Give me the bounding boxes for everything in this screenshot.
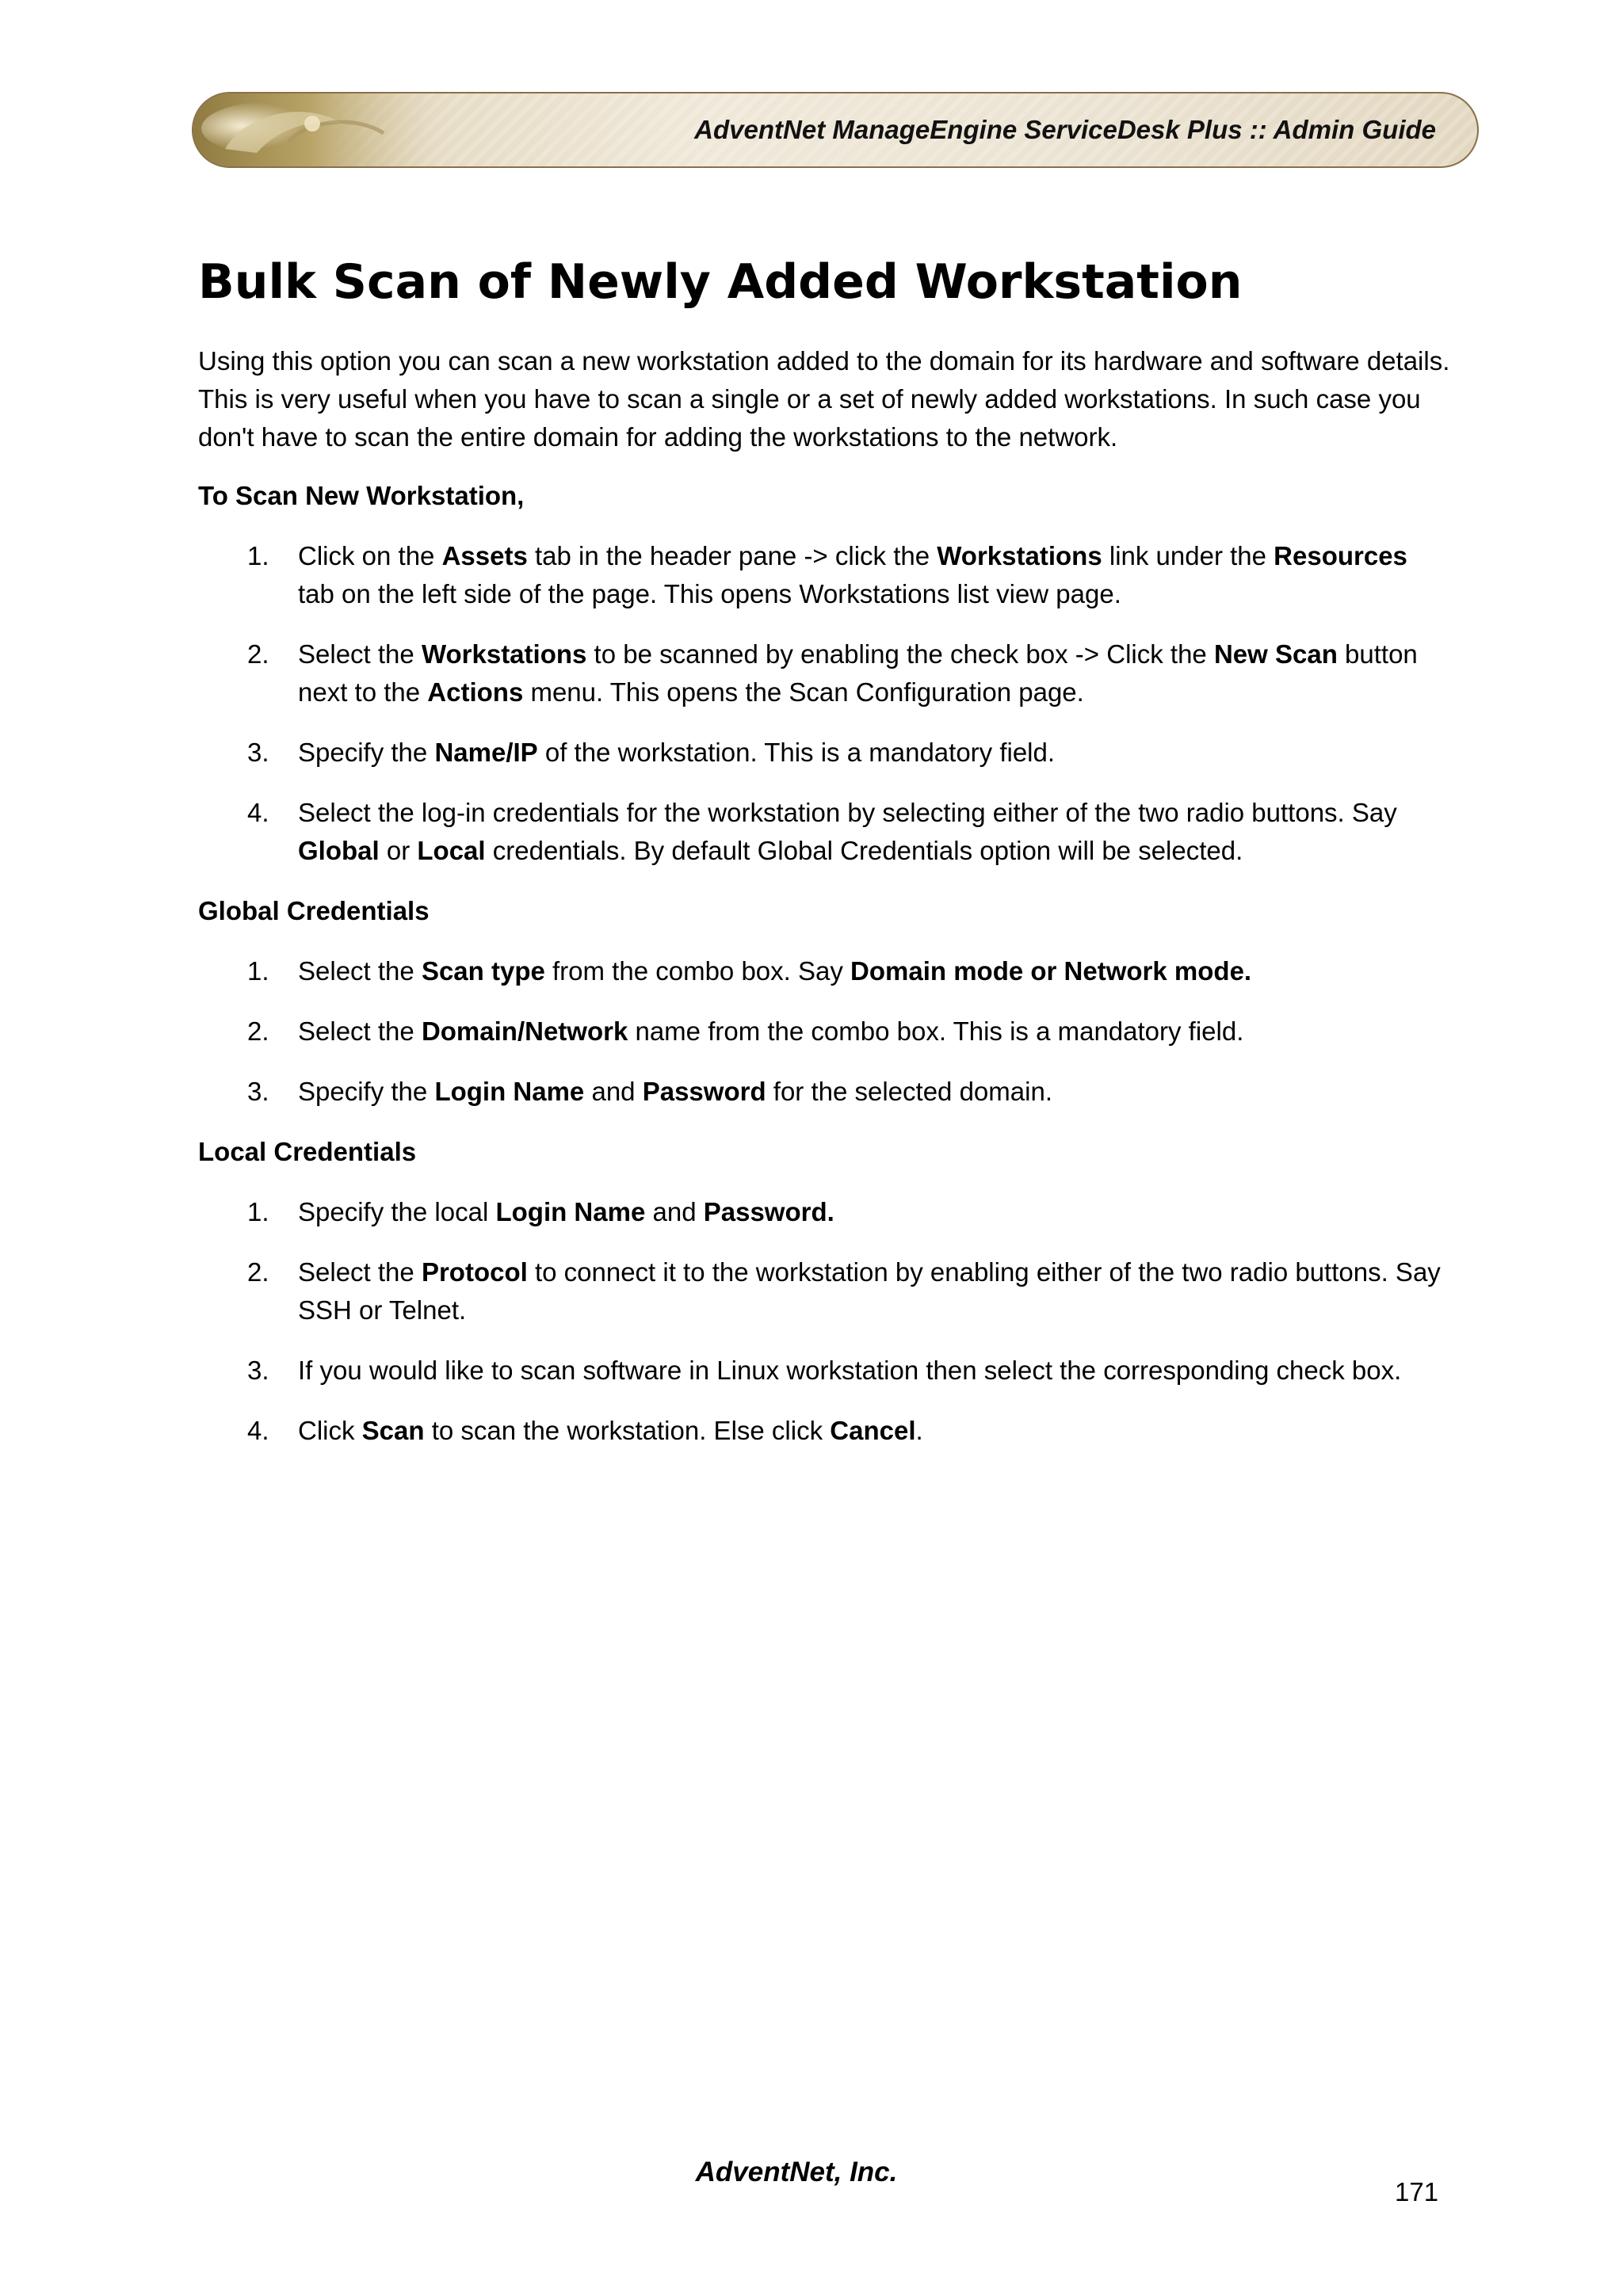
- intro-paragraph: Using this option you can scan a new workstation added to the domain for its hardware and software details. This is very useful when you have to scan a single or a set of newly added workstations. In such case you don't have to scan the entire domain for adding the workstations to the network.: [198, 346, 1450, 452]
- emphasized-term: Name/IP: [434, 738, 538, 767]
- step-text: Specify the: [298, 738, 435, 767]
- step-text: credentials. By default Global Credentials option will be selected.: [485, 836, 1243, 865]
- step-text: Select the: [298, 956, 422, 986]
- step-item: [198, 635, 1450, 711]
- emphasized-term: Cancel: [830, 1416, 916, 1445]
- header-emblem-icon: [193, 93, 455, 168]
- step-item: [198, 537, 1450, 613]
- step-number: 3.: [247, 738, 269, 767]
- emphasized-term: New Scan: [1213, 639, 1338, 669]
- step-text: tab on the left side of the page. This opens Workstations list view page.: [298, 579, 1121, 608]
- emphasized-term: Local: [417, 836, 486, 865]
- step-text: menu. This opens the Scan Configuration page.: [523, 677, 1084, 707]
- step-text: and: [645, 1197, 704, 1226]
- step-number: 4.: [247, 1416, 269, 1445]
- step-item: [198, 1352, 1450, 1390]
- step-number: 1.: [247, 1197, 269, 1226]
- emphasized-term: Login Name: [434, 1077, 585, 1106]
- step-item: [198, 1412, 1450, 1450]
- step-text: or: [379, 836, 418, 865]
- step-text: Select the log-in credentials for the workstation by selecting either of the two radio buttons. Say: [298, 798, 1397, 827]
- emphasized-term: Login Name: [495, 1197, 646, 1226]
- step-text: .: [915, 1416, 923, 1445]
- step-text: of the workstation. This is a mandatory field.: [537, 738, 1056, 767]
- emphasized-term: Assets: [441, 541, 528, 570]
- step-text: and: [584, 1077, 643, 1106]
- page-title: Bulk Scan of Newly Added Workstation: [198, 254, 1243, 310]
- step-list: [198, 537, 1450, 870]
- step-text: If you would like to scan software in Linux workstation then select the corresponding check box.: [298, 1356, 1402, 1385]
- step-number: 1.: [247, 956, 269, 986]
- step-text: name from the combo box. This is a mandatory field.: [628, 1016, 1244, 1046]
- step-text: for the selected domain.: [766, 1077, 1052, 1106]
- step-number: 2.: [247, 1257, 269, 1287]
- emphasized-term: Workstations: [421, 639, 587, 669]
- step-item: [198, 952, 1450, 990]
- step-text: Click: [298, 1416, 362, 1445]
- page-number: 171: [1395, 2177, 1439, 2206]
- step-text: button next to the: [298, 639, 1418, 707]
- emphasized-term: Domain mode or Network mode.: [850, 956, 1252, 986]
- step-text: Click on the: [298, 541, 442, 570]
- emphasized-term: Scan: [361, 1416, 425, 1445]
- emphasized-term: Protocol: [421, 1257, 528, 1287]
- step-item: [198, 1073, 1450, 1111]
- emphasized-term: Password.: [703, 1197, 834, 1226]
- document-content: [198, 254, 1450, 1472]
- step-item: [198, 1193, 1450, 1231]
- step-number: 1.: [247, 541, 269, 570]
- step-text: Select the: [298, 1257, 422, 1287]
- step-text: to connect it to the workstation by enabling either of the two radio buttons. Say SSH or Telnet.: [298, 1257, 1441, 1325]
- step-text: to be scanned by enabling the check box -> Click the: [586, 639, 1214, 669]
- footer-company: AdventNet, Inc.: [695, 2157, 898, 2187]
- step-item: [198, 734, 1450, 772]
- emphasized-term: Actions: [427, 677, 524, 707]
- step-item: [198, 1013, 1450, 1051]
- header-banner: [192, 92, 1479, 168]
- step-number: 2.: [247, 1016, 269, 1046]
- step-list: [198, 1193, 1450, 1450]
- step-list: [198, 952, 1450, 1111]
- step-text: Select the: [298, 1016, 422, 1046]
- step-number: 3.: [247, 1077, 269, 1106]
- step-text: Select the: [298, 639, 422, 669]
- section-heading: To Scan New Workstation,: [198, 481, 525, 510]
- header-title: AdventNet ManageEngine ServiceDesk Plus :: Admin Guide: [694, 115, 1436, 144]
- step-text: Specify the local: [298, 1197, 496, 1226]
- step-item: [198, 1253, 1450, 1329]
- step-text: tab in the header pane -> click the: [527, 541, 938, 570]
- instruction-sections: [198, 477, 1450, 1450]
- step-text: link under the: [1102, 541, 1274, 570]
- step-text: to scan the workstation. Else click: [424, 1416, 831, 1445]
- emphasized-term: Password: [642, 1077, 766, 1106]
- emphasized-term: Global: [298, 836, 380, 865]
- emphasized-term: Workstations: [937, 541, 1102, 570]
- emphasized-term: Scan type: [421, 956, 545, 986]
- step-text: from the combo box. Say: [544, 956, 851, 986]
- section-heading: Local Credentials: [198, 1137, 417, 1166]
- step-number: 3.: [247, 1356, 269, 1385]
- emphasized-term: Domain/Network: [421, 1016, 628, 1046]
- step-number: 4.: [247, 798, 269, 827]
- step-text: Specify the: [298, 1077, 435, 1106]
- emphasized-term: Resources: [1274, 541, 1407, 570]
- step-item: [198, 794, 1450, 870]
- section-heading: Global Credentials: [198, 896, 430, 925]
- step-number: 2.: [247, 639, 269, 669]
